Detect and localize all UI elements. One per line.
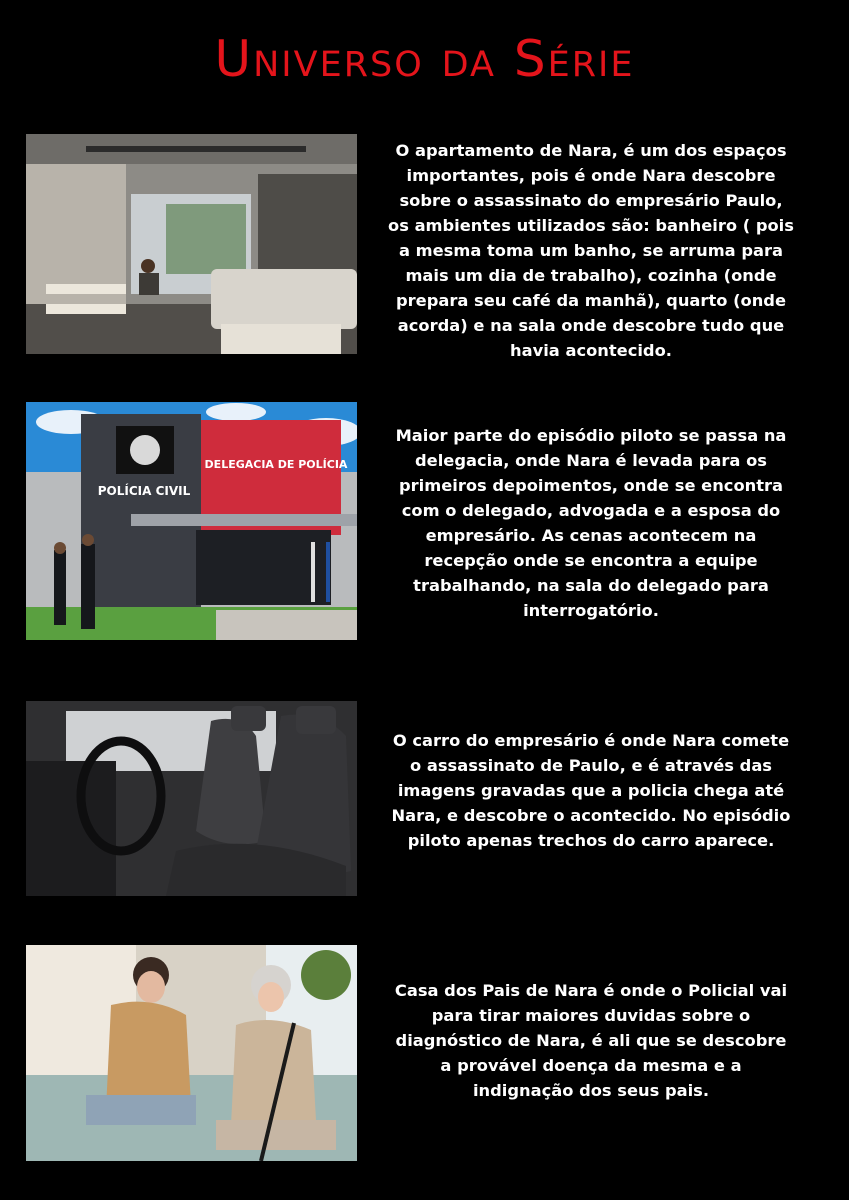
apartment-description: O apartamento de Nara, é um dos espaços importantes, pois é onde Nara descobre sobre o assassinato do empresário Paulo, os ambientes utilizados são: banheiro ( pois a mesma toma um banho, se arruma para mais um dia de trabalho), cozinha (onde prepara seu café da manhã), quarto (onde acorda) e na sala onde descobre tudo que havia acontecido. xyxy=(388,141,794,360)
parents-house-description: Casa dos Pais de Nara é onde o Policial vai para tirar maiores duvidas sobre o diagnóstico de Nara, é ali que se descobre a provável doença da mesma e a indignação dos seus pais. xyxy=(394,981,788,1100)
apartment-living-room-photo xyxy=(26,134,357,354)
parents-house-photo xyxy=(26,945,357,1161)
car-interior-photo xyxy=(26,701,357,896)
car-description: O carro do empresário é onde Nara comete o assassinato de Paulo, e é através das imagens gravadas que a policia chega até Nara, e descobre o acontecido. No episódio piloto apenas trechos do carro aparece. xyxy=(391,731,791,850)
police-station-description: Maior parte do episódio piloto se passa na delegacia, onde Nara é levada para os primeiros depoimentos, onde se encontra com o delegado, advogada e a esposa do empresário. As cenas acontecem na recepção onde se encontra a equipe trabalhando, na sala do delegado para interrogatório. xyxy=(395,426,787,620)
police-sign-left: POLÍCIA CIVIL xyxy=(97,484,191,498)
page-title: Universo da Série xyxy=(214,30,635,88)
police-sign-right: DELEGACIA DE POLÍCIA xyxy=(204,458,348,471)
police-station-photo xyxy=(26,402,357,640)
